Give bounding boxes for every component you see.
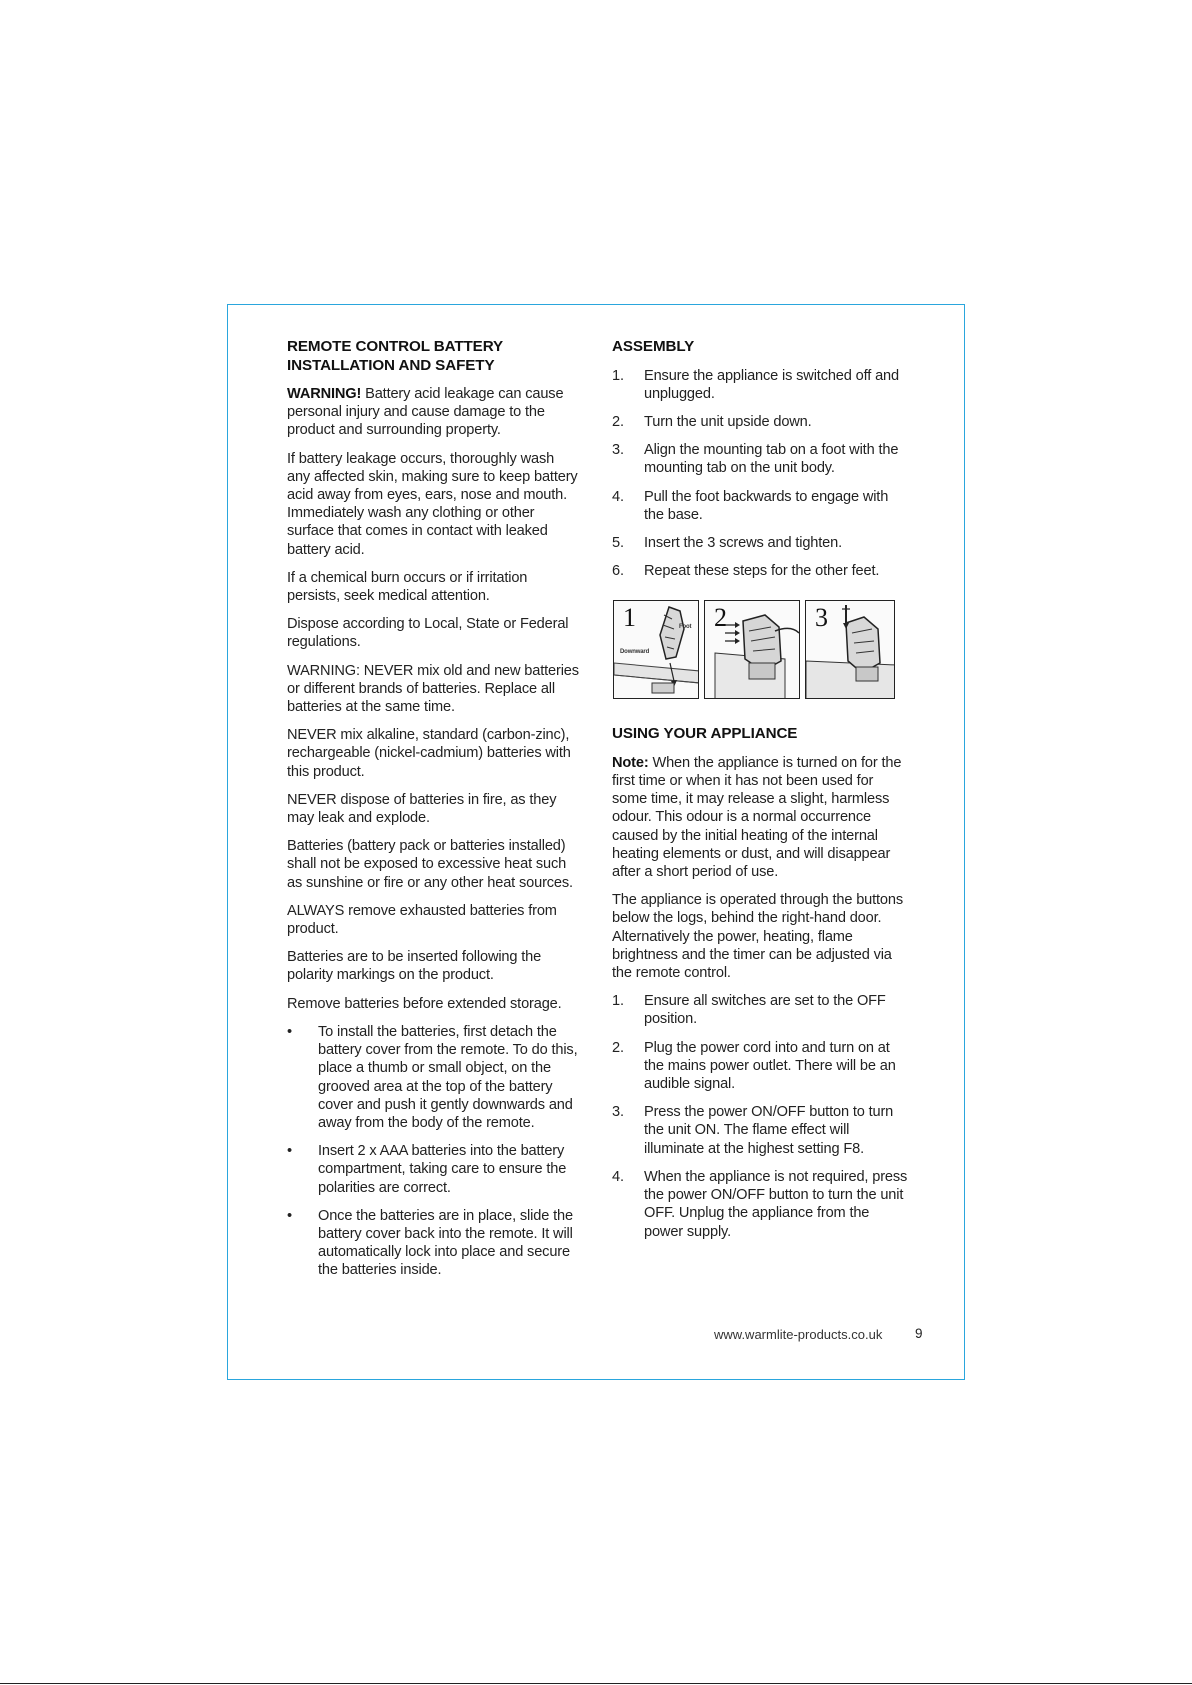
- list-item-text: To install the batteries, first detach the battery cover from the remote. To do this, place a thumb or small object, on the grooved area at the top of the battery cover and push it gently downwards and away from the body of the remote.: [318, 1023, 578, 1131]
- safety-paragraph: Batteries are to be inserted following the polarity markings on the product.: [287, 949, 542, 984]
- step-number: 4.: [612, 1168, 624, 1185]
- figure-label-foot: Foot: [679, 624, 692, 631]
- assembly-heading: ASSEMBLY: [612, 338, 695, 355]
- bullet-icon: •: [287, 1023, 292, 1040]
- page-bottom-rule: [0, 1683, 1192, 1684]
- list-item: [287, 1207, 580, 1280]
- battery-safety-heading: REMOTE CONTROL BATTERY INSTALLATION AND SAFETY: [287, 338, 503, 374]
- step-text: Repeat these steps for the other feet.: [644, 563, 880, 580]
- assembly-figure-1: [613, 600, 699, 699]
- step-number: 3.: [612, 442, 624, 459]
- step-text: Align the mounting tab on a foot with the mounting tab on the unit body.: [644, 442, 899, 477]
- step-text: Plug the power cord into and turn on at the mains power outlet. There will be an audible signal.: [644, 1039, 896, 1093]
- safety-paragraph: NEVER mix alkaline, standard (carbon-zinc), rechargeable (nickel-cadmium) batteries with this product.: [287, 727, 571, 780]
- page-number: 9: [915, 1326, 923, 1341]
- bullet-icon: •: [287, 1207, 292, 1224]
- list-item-text: Once the batteries are in place, slide the battery cover back into the remote. It will automatically lock into place and secure the batteries inside.: [318, 1207, 573, 1279]
- warning-lead: WARNING!: [287, 386, 362, 402]
- step-number: 2.: [612, 1039, 624, 1056]
- warning-paragraph: [287, 385, 580, 440]
- list-item: [287, 1142, 580, 1197]
- step-text: Ensure the appliance is switched off and unplugged.: [644, 367, 899, 402]
- battery-install-list: [287, 1023, 580, 1280]
- list-item: [612, 534, 908, 552]
- safety-paragraph: Remove batteries before extended storage.: [287, 995, 562, 1012]
- step-number: 4.: [612, 488, 624, 505]
- bullet-icon: •: [287, 1143, 292, 1160]
- step-number: 6.: [612, 563, 624, 580]
- safety-paragraph: If battery leakage occurs, thoroughly wash any affected skin, making sure to keep battery acid away from eyes, ears, nose and mouth. Immediately wash any clothing or other surface that comes in contact with leaked battery acid.: [287, 450, 578, 558]
- list-item: [612, 413, 908, 431]
- step-text: Ensure all switches are set to the OFF position.: [644, 993, 886, 1028]
- safety-paragraph: WARNING: NEVER mix old and new batteries or different brands of batteries. Replace all batteries at the same time.: [287, 662, 579, 716]
- safety-paragraph: Dispose according to Local, State or Federal regulations.: [287, 616, 569, 651]
- list-item: [612, 488, 908, 524]
- figure-number: 3: [815, 603, 828, 633]
- step-text: Pull the foot backwards to engage with the base.: [644, 488, 889, 523]
- safety-paragraph: ALWAYS remove exhausted batteries from product.: [287, 902, 557, 938]
- step-text: Press the power ON/OFF button to turn the unit ON. The flame effect will illuminate at the highest setting F8.: [644, 1104, 894, 1157]
- warning-text: Battery acid leakage can cause personal injury and cause damage to the product and surrounding property.: [287, 386, 564, 439]
- list-item: [612, 441, 908, 477]
- operation-intro: The appliance is operated through the buttons below the logs, behind the right-hand door. Alternatively the power, heating, flame brightness and the timer can be adjusted via the remote control.: [612, 892, 904, 982]
- left-column: [287, 338, 580, 1290]
- right-column: [612, 338, 908, 1251]
- list-item: [612, 1039, 908, 1094]
- note-lead: Note:: [612, 754, 649, 771]
- note-paragraph: [612, 754, 908, 881]
- step-number: 1.: [612, 993, 624, 1010]
- operation-steps: [612, 992, 908, 1240]
- assembly-steps: [612, 367, 908, 581]
- safety-paragraph: Batteries (battery pack or batteries installed) shall not be exposed to excessive heat such as sunshine or fire or any other heat sources.: [287, 838, 573, 891]
- assembly-figures: [613, 600, 908, 699]
- assembly-figure-3: [805, 600, 895, 699]
- list-item: [612, 562, 908, 580]
- list-item: [612, 367, 908, 403]
- step-text: Insert the 3 screws and tighten.: [644, 534, 843, 551]
- step-text: When the appliance is not required, press the power ON/OFF button to turn the unit OFF. Unplug the appliance from the power supply.: [644, 1168, 908, 1240]
- safety-paragraph: If a chemical burn occurs or if irritation persists, seek medical attention.: [287, 569, 528, 605]
- footer-website-url: www.warmlite-products.co.uk: [714, 1327, 883, 1342]
- list-item-text: Insert 2 x AAA batteries into the battery compartment, taking care to ensure the polarities are correct.: [318, 1143, 567, 1196]
- list-item: [612, 992, 908, 1028]
- figure-number: 2: [714, 603, 727, 633]
- safety-paragraph: NEVER dispose of batteries in fire, as they may leak and explode.: [287, 791, 557, 827]
- note-text: When the appliance is turned on for the first time or when it has not been used for some time, it may release a slight, harmless odour. This odour is a normal occurrence caused by the initial heating of the internal heating elements or dust, and will disappear after a short period of use.: [612, 754, 902, 881]
- step-number: 1.: [612, 367, 624, 384]
- step-number: 2.: [612, 413, 624, 430]
- step-number: 3.: [612, 1104, 624, 1121]
- figure-number: 1: [623, 603, 636, 633]
- step-text: Turn the unit upside down.: [644, 413, 812, 430]
- list-item: [612, 1103, 908, 1158]
- assembly-figure-2: [704, 600, 800, 699]
- step-number: 5.: [612, 534, 624, 551]
- list-item: [287, 1023, 580, 1132]
- list-item: [612, 1168, 908, 1241]
- figure-label-downward: Downward: [620, 649, 650, 656]
- using-appliance-heading: USING YOUR APPLIANCE: [612, 725, 798, 743]
